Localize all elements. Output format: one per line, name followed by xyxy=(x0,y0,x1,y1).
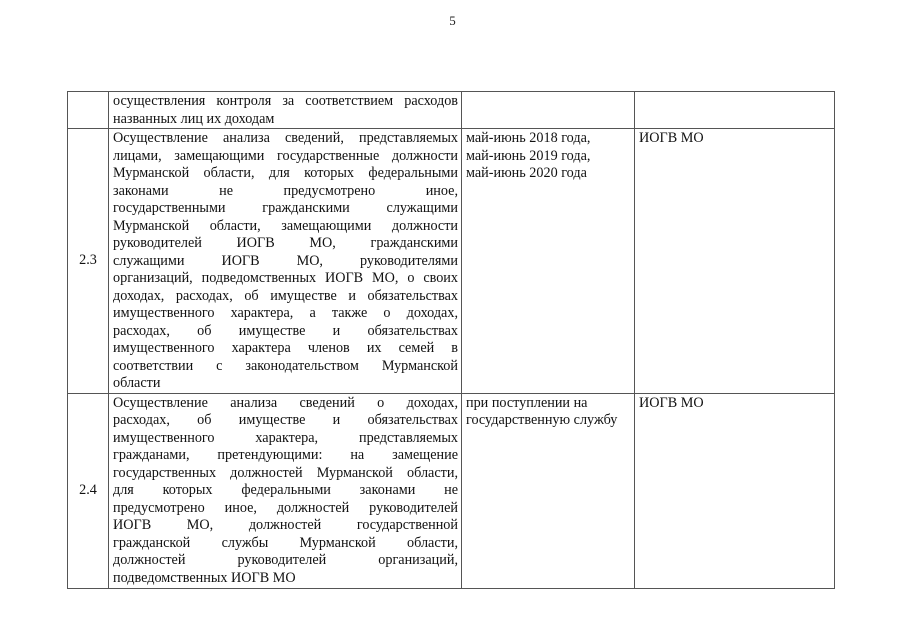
description-line: области xyxy=(113,375,161,391)
description-line: предусмотрено иное, должностей руководителей xyxy=(113,499,458,516)
description-line: имущественного характера, представляемых xyxy=(113,429,458,446)
table-row-2-3 xyxy=(68,129,835,394)
table-row-continuation xyxy=(68,92,835,129)
term-line: май-июнь 2020 года xyxy=(466,165,587,181)
description-line: расходах, об имуществе и обязательствах xyxy=(113,412,458,428)
description-line: государственными гражданскими служащими xyxy=(113,200,458,216)
description-line: имущественного характера, а также о доходах, xyxy=(113,305,458,321)
description-line: руководителей ИОГВ МО, гражданскими xyxy=(113,235,458,251)
term-line: май-июнь 2018 года, xyxy=(466,130,591,146)
description-line: гражданами, претендующими: на замещение xyxy=(113,447,458,463)
item-number-cell: 2.3 xyxy=(68,129,109,394)
item-number-cell: 2.4 xyxy=(68,393,109,588)
description-line: служащими ИОГВ МО, руководителями xyxy=(113,252,458,269)
term-line: май-июнь 2019 года, xyxy=(466,147,591,164)
description-line: имущественного характера членов их семей в xyxy=(113,340,458,356)
description-line: названных лиц их доходам xyxy=(113,110,275,127)
term-cell xyxy=(462,92,635,129)
description-line: гражданской службы Мурманской области, xyxy=(113,534,458,551)
description-line: ИОГВ МО, должностей государственной xyxy=(113,517,458,533)
description-line: Осуществление анализа сведений, представляемых xyxy=(113,130,458,146)
description-line: соответствии с законодательством Мурманской xyxy=(113,357,458,374)
term-cell xyxy=(462,129,635,394)
description-line: расходах, об имуществе и обязательствах xyxy=(113,322,458,339)
responsible-cell: ИОГВ МО xyxy=(635,393,835,588)
description-line: Мурманской области, замещающими должности xyxy=(113,217,458,234)
description-line: лицами, замещающими государственные должности xyxy=(113,147,458,164)
description-line: должностей руководителей организаций, xyxy=(113,552,458,568)
description-cell xyxy=(109,393,462,588)
description-line: законами не предусмотрено иное, xyxy=(113,182,458,199)
description-line: доходах, расходах, об имуществе и обязательствах xyxy=(113,287,458,304)
term-cell xyxy=(462,393,635,588)
term-line: государственную службу xyxy=(466,412,618,428)
description-line: Осуществление анализа сведений о доходах, xyxy=(113,394,458,411)
description-line: организаций, подведомственных ИОГВ МО, о своих xyxy=(113,270,458,286)
responsible-cell xyxy=(635,92,835,129)
page-number: 5 xyxy=(449,13,456,28)
description-cell xyxy=(109,92,462,129)
responsible-cell: ИОГВ МО xyxy=(635,129,835,394)
description-line: государственных должностей Мурманской области, xyxy=(113,464,458,481)
measures-table xyxy=(67,91,835,589)
description-line: подведомственных ИОГВ МО xyxy=(113,569,296,586)
item-number-cell xyxy=(68,92,109,129)
term-line: при поступлении на xyxy=(466,394,588,411)
description-line: для которых федеральными законами не xyxy=(113,482,458,498)
description-line: осуществления контроля за соответствием расходов xyxy=(113,93,458,109)
description-cell xyxy=(109,129,462,394)
table-row-2-4 xyxy=(68,393,835,588)
description-line: Мурманской области, для которых федеральными xyxy=(113,165,458,181)
